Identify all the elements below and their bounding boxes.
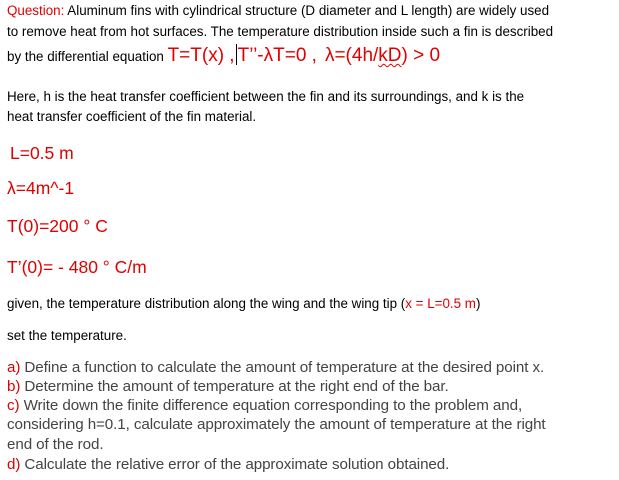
question-line-3 [7,44,440,67]
task-c [7,397,522,414]
question-line-2: to remove heat from hot surfaces. The temperature distribution inside such a fin is described [7,24,554,39]
question-text-1: Aluminum fins with cylindrical structure (D diameter and L length) are widely used [64,3,550,18]
task-label: c) [7,397,20,414]
task-c-continued-2 [7,436,103,453]
question-prefix: Question: [7,3,65,18]
explanation-line-1: Here, h is the heat transfer coefficient between the fin and its surroundings, and k is the [7,89,525,104]
task-text: Define a function to calculate the amount of temperature at the desired point x. [20,359,545,376]
task-text: end of the rod. [7,436,104,453]
equation-lambda-b: ) > 0 [401,45,441,66]
question-line-1 [7,3,549,18]
task-a [7,359,544,376]
param-length: L=0.5 m [10,143,74,163]
param-dt0: T’(0)= - 480 ° C/m [7,257,147,277]
task-text: Determine the amount of temperature at the right end of the bar. [20,378,449,395]
task-label: b) [7,378,21,395]
task-label: d) [7,456,21,473]
given-line [7,296,480,311]
param-t0: T(0)=200 ° C [7,216,108,236]
text-cursor [236,44,237,65]
equation-ode: T’’-λT=0 , [237,45,317,66]
task-b [7,378,449,395]
given-text: given, the temperature distribution along the wing and the wing tip ( [7,296,406,311]
task-text: Write down the finite difference equation corresponding to the problem and, [19,397,523,414]
task-c-continued-1 [7,416,546,433]
set-line: set the temperature. [7,328,127,343]
given-highlight: x = L=0.5 m [405,296,476,311]
equation-lambda-a: λ=(4h/ [324,45,379,66]
equation-t-of-x: T=T(x) , [167,45,235,66]
equation-intro: by the differential equation [7,49,168,64]
task-label: a) [7,359,21,376]
task-text: considering h=0.1, calculate approximately the amount of temperature at the right [7,416,546,433]
given-close: ) [475,296,481,311]
explanation-line-2: heat transfer coefficient of the fin material. [7,109,257,124]
equation-lambda-kd: kD [378,45,402,66]
param-lambda: λ=4m^-1 [7,178,75,198]
task-text: Calculate the relative error of the approximate solution obtained. [20,456,450,473]
task-d [7,456,449,473]
